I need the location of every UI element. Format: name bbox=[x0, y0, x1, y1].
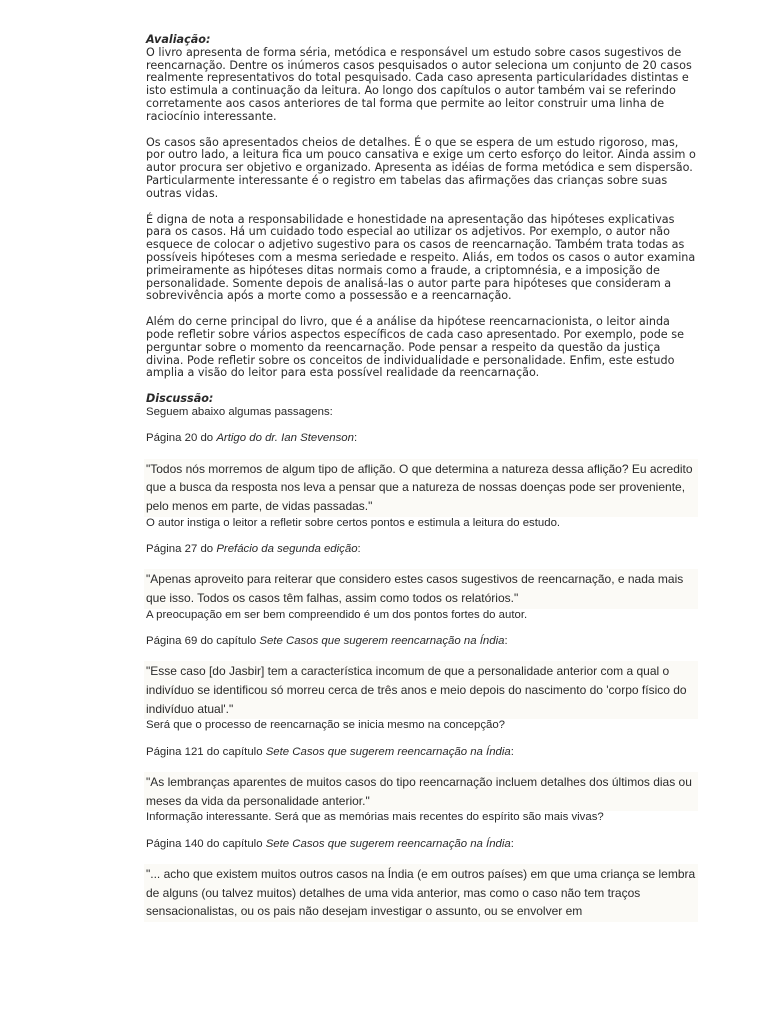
passage-quote-block bbox=[144, 459, 698, 517]
evaluation-heading: Avaliação: bbox=[146, 33, 211, 46]
passage-reference: Página 69 do capítulo Sete Casos que sugerem reencarnação na Índia: bbox=[146, 634, 508, 647]
passage-reference: Página 121 do capítulo Sete Casos que sugerem reencarnação na Índia: bbox=[146, 745, 514, 758]
passage-reference: Página 27 do Prefácio da segunda edição: bbox=[146, 542, 361, 555]
evaluation-paragraph-1: O livro apresenta de forma séria, metódica e responsável um estudo sobre casos sugestivos de reencarnação. Dentre os inúmeros casos pesquisados o autor seleciona um conjunto de 20 casos realmente representativos do total pesquisado. Cada caso apresenta particularidades distintas e isto estimula a continuação da leitura. Ao longo dos capítulos o autor também vai se referindo corretamente aos casos anteriores de tal forma que permite ao leitor construir uma linha de raciocínio interessante. bbox=[146, 45, 692, 123]
passage-quote: "As lembranças aparentes de muitos casos do tipo reencarnação incluem detalhes dos últimos dias ou meses da vida da personalidade anterior." bbox=[146, 774, 692, 808]
passage-quote: "Esse caso [do Jasbir] tem a característica incomum de que a personalidade anterior com a qual o indivíduo se identificou só morreu cerca de três anos e meio depois do nascimento do 'corpo físico do indivíduo atual'." bbox=[146, 664, 687, 716]
passage-quote: "Apenas aproveito para reiterar que considero estes casos sugestivos de reencarnação, e nada mais que isso. Todos os casos têm falhas, assim como todos os relatórios." bbox=[146, 572, 684, 605]
passage-quote-block bbox=[144, 772, 698, 811]
passage-comment: Será que o processo de reencarnação se inicia mesmo na concepção? bbox=[146, 719, 506, 732]
passage-quote-block bbox=[144, 661, 698, 719]
passage-quote-block bbox=[144, 569, 698, 608]
passage-comment: Informação interessante. Será que as memórias mais recentes do espírito são mais vivas? bbox=[146, 811, 604, 824]
passage-comment: O autor instiga o leitor a refletir sobre certos pontos e estimula a leitura do estudo. bbox=[146, 516, 561, 529]
passage-quote-block bbox=[144, 864, 698, 922]
passage-reference: Página 20 do Artigo do dr. Ian Stevenson: bbox=[146, 432, 358, 445]
evaluation-section bbox=[146, 34, 698, 406]
discussion-section bbox=[146, 406, 698, 922]
discussion-heading: Discussão: bbox=[146, 392, 214, 406]
evaluation-paragraph-3: É digna de nota a responsabilidade e honestidade na apresentação das hipóteses explicativas para os casos. Há um cuidado todo especial ao utilizar os adjetivos. Por exemplo, o autor não esquece de colocar o adjetivo sugestivo para os casos de reencarnação. Também trata todas as possíveis hipóteses com a mesma seriedade e respeito. Aliás, em todos os casos o autor examina primeiramente as hipóteses ditas normais como a fraude, a criptomnésia, e a imposição de personalidade. Somente depois de analisá-las o autor parte para hipóteses que consideram a sobrevivência após a morte como a possessão e a reencarnação. bbox=[146, 212, 696, 303]
evaluation-paragraph-2: Os casos são apresentados cheios de detalhes. É o que se espera de um estudo rigoroso, mas, por outro lado, a leitura fica um pouco cansativa e exige um certo esforço do leitor. Ainda assim o autor procura ser objetivo e organizado. Apresenta as idéias de forma metódica e sem dispersão. Particularmente interessante é o registro em tabelas das afirmações das crianças sobre suas outras vidas. bbox=[146, 135, 696, 200]
passage-quote: "... acho que existem muitos outros casos na Índia (e em outros países) em que uma criança se lembra de alguns (ou talvez muitos) detalhes de uma vida anterior, mas como o caso não tem traços sensacionalistas, ou os pais não desejam investigar o assunto, ou se envolver em bbox=[146, 866, 696, 919]
passage-comment: A preocupação em ser bem compreendido é um dos pontos fortes do autor. bbox=[146, 608, 528, 621]
passage-quote: "Todos nós morremos de algum tipo de aflição. O que determina a natureza dessa aflição? Eu acredito que a busca da resposta nos leva a pensar que a natureza de nossas doenças pode ser proveniente, pelo menos em parte, de vidas passadas." bbox=[146, 461, 693, 513]
evaluation-paragraph-4: Além do cerne principal do livro, que é a análise da hipótese reencarnacionista, o leitor ainda pode refletir sobre vários aspectos específicos de cada caso apresentado. Por exemplo, pode se perguntar sobre o momento da reencarnação. Pode pensar a respeito da questão da justiça divina. Pode refletir sobre os conceitos de individualidade e personalidade. Enfim, este estudo amplia a visão do leitor para esta possível realidade da reencarnação. bbox=[146, 315, 684, 380]
discussion-intro: Seguem abaixo algumas passagens: bbox=[146, 405, 333, 418]
passage-reference: Página 140 do capítulo Sete Casos que sugerem reencarnação na Índia: bbox=[146, 837, 514, 850]
document-page bbox=[146, 34, 698, 922]
